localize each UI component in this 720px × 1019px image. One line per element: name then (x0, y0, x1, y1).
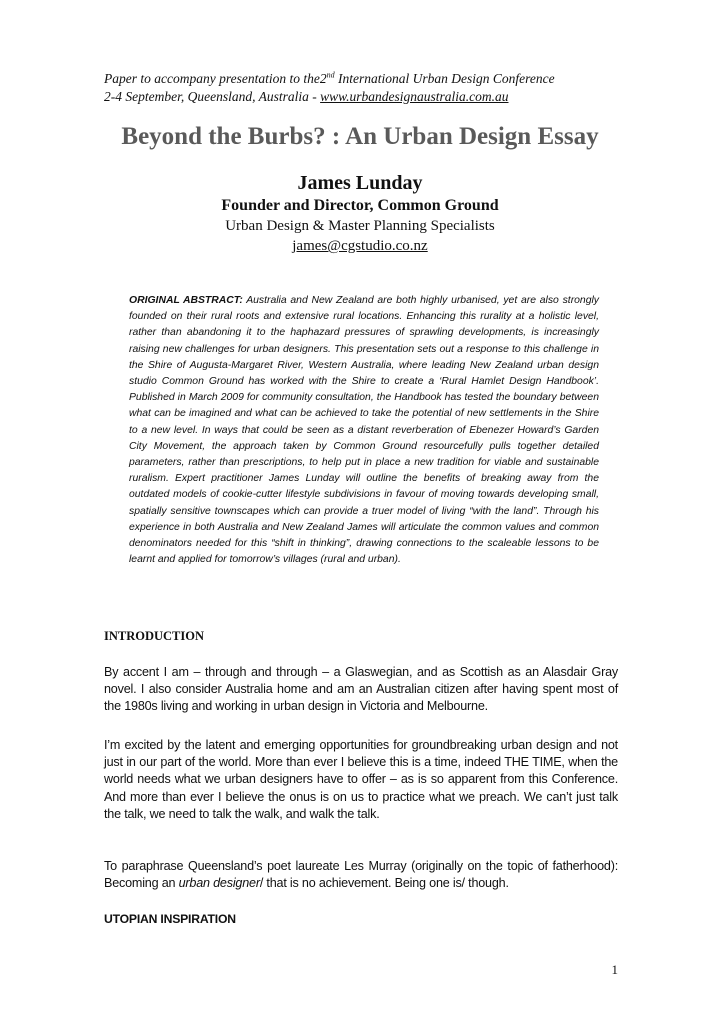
intro-paragraph-2: I’m excited by the latent and emerging opportunities for groundbreaking urban design and not just in our part of the world. More than ever I believe this is a time, indeed THE TIME, when the world needs what we urban designers have to offer – as is so apparent from this Conference. And more than ever I believe the onus is on us to practice what we preach. We can’t just talk the talk, we need to talk the walk, and walk the talk. (104, 738, 618, 821)
intro-paragraph-1: By accent I am – through and through – a Glaswegian, and as Scottish as an Alasdair Gray novel. I also consider Australia home and am an Australian citizen after having spent most of the 1980s living and working in urban design in Victoria and Melbourne. (104, 665, 618, 714)
conference-header (104, 70, 624, 106)
author-name: James Lunday (297, 172, 423, 194)
intro-paragraph-3: To paraphrase Queensland’s poet laureate Les Murray (originally on the topic of fatherhood): Becoming an urban designer/ that is no achievement. Being one is/ though. (104, 859, 618, 891)
author-block (0, 170, 720, 256)
ordinal-superscript: nd (326, 70, 335, 80)
page-number: 1 (611, 962, 618, 977)
emphasis-urban-designer: urban designer (178, 876, 260, 891)
author-email-link[interactable]: james@cgstudio.co.nz (292, 238, 428, 254)
conference-website-link[interactable]: www.urbandesignaustralia.com.au (320, 89, 509, 104)
abstract-text: Australia and New Zealand are both highly urbanised, yet are also strongly founded on their rural roots and extensive rural locations. Enhancing this rurality at a holistic level, rather than abandoning it to the haphazard pressures of sprawling developments, is increasingly raising new challenges for urban designers. This presentation sets out a response to this challenge in the Shire of Augusta-Margaret River, Western Australia, where leading New Zealand urban design studio Common Ground has worked with the Shire to create a ‘Rural Hamlet Design Handbook’. Published in March 2009 for community consultation, the Handbook has tested the boundary between what can be imagined and what can be achieved to take the potential of new settlements in the Shire to a new level. In ways that could be seen as a distant reverberation of Ebenezer Howard’s Garden City Movement, the approach taken by Common Ground resourcefully pulls together detailed parameters, rather than prescriptions, to help put in place a new tradition for viable and sustainable ruralism. Expert practitioner James Lunday will outline the benefits of breaking away from the outdated models of cookie-cutter lifestyle subdivisions in favour of moving towards developing small, spatially sensitive townscapes which can provide a truer model of living “with the land”. Through his experience in both Australia and New Zealand James will articulate the common values and common denominators needed for this “shift in thinking”, drawing connections to the scaleable lessons to be learnt and applied for tomorrow’s villages (rural and urban). (129, 295, 599, 566)
introduction-heading: INTRODUCTION (104, 629, 205, 643)
utopian-inspiration-heading: UTOPIAN INSPIRATION (104, 912, 236, 926)
header-line-2: 2-4 September, Queensland, Australia - www.urbandesignaustralia.com.au (104, 89, 509, 104)
author-organization: Urban Design & Master Planning Specialists (225, 218, 495, 234)
author-role: Founder and Director, Common Ground (221, 197, 499, 214)
abstract-label: ORIGINAL ABSTRACT: (129, 295, 243, 306)
abstract (129, 293, 599, 568)
paper-title: Beyond the Burbs? : An Urban Design Essay (121, 123, 599, 150)
header-line-1: Paper to accompany presentation to the2nd International Urban Design Conference (104, 70, 555, 86)
